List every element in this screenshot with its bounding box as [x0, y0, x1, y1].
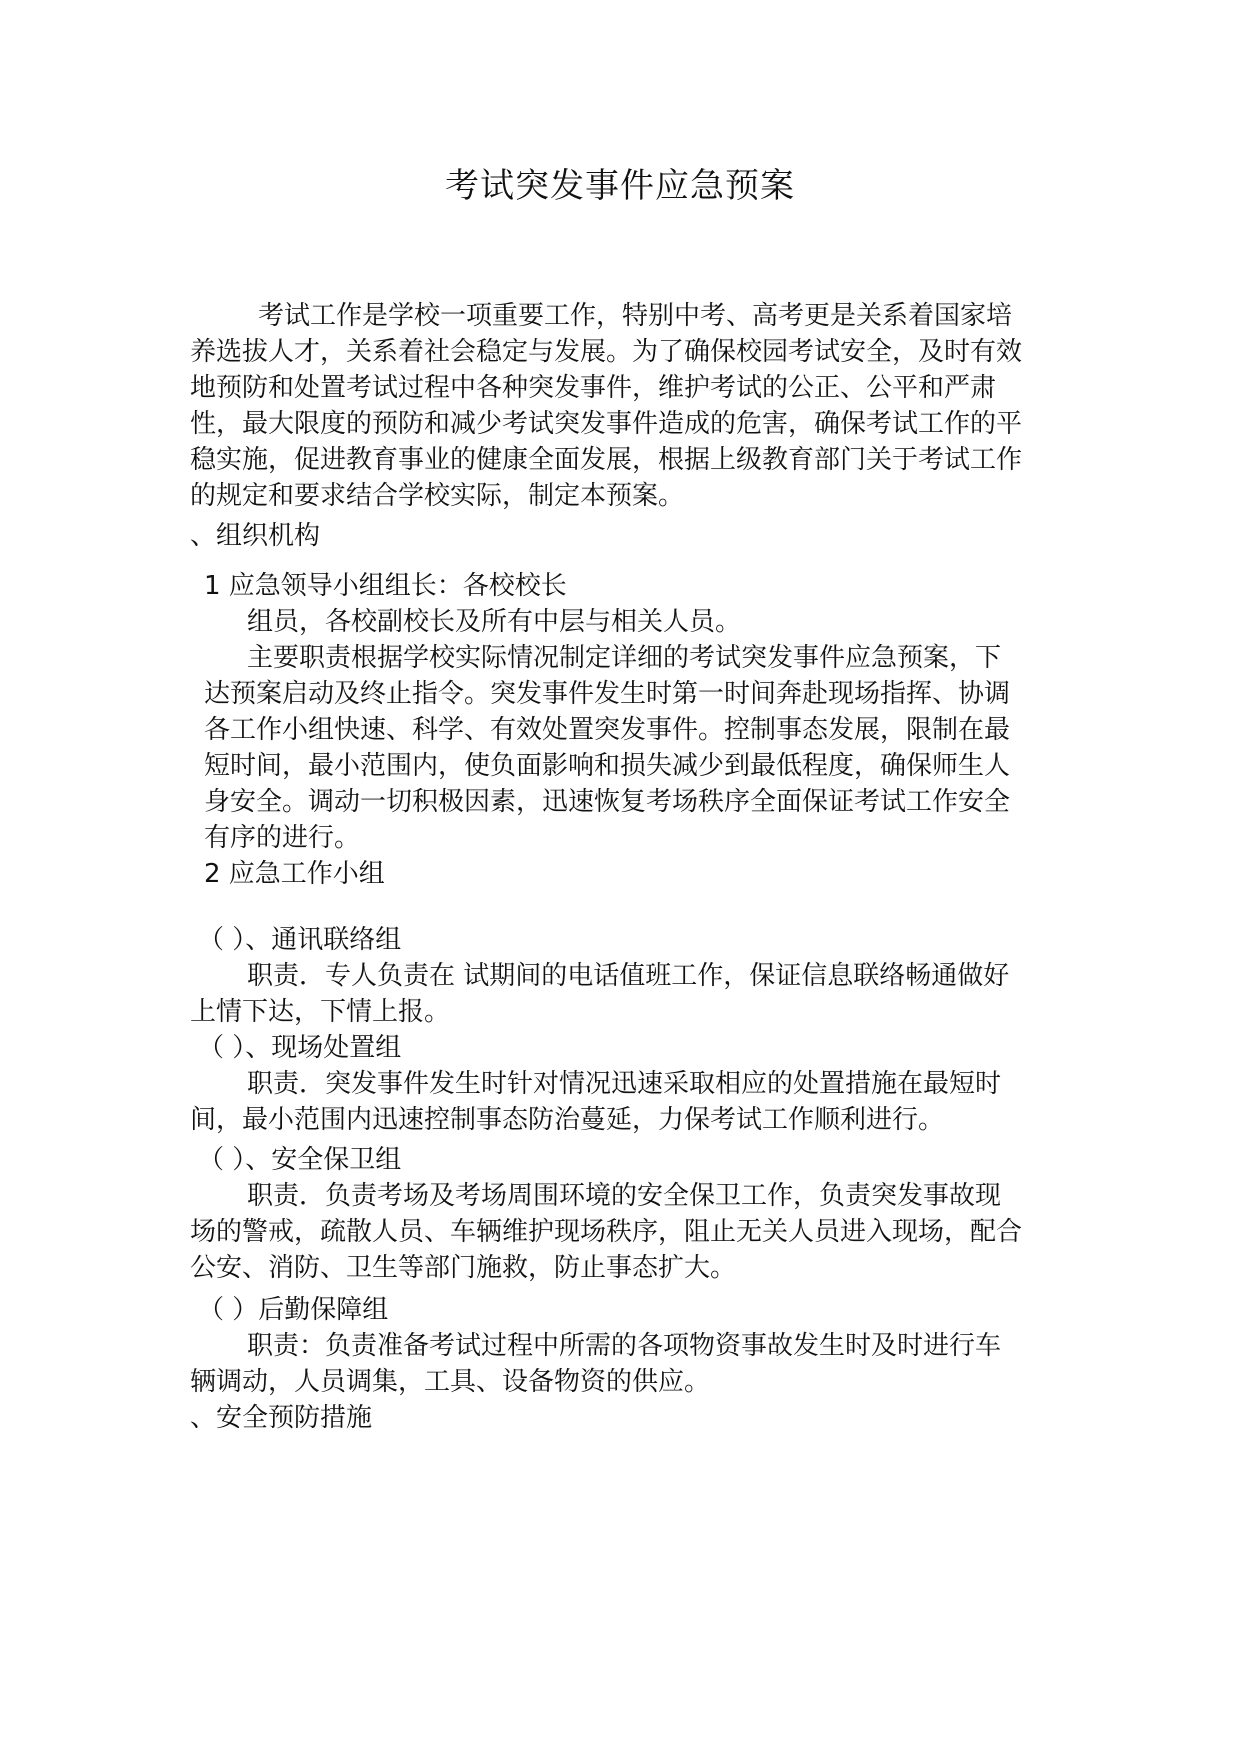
logistics-duty-line-1: 职责：负责准备考试过程中所需的各项物资事故发生时及时进行车: [247, 1331, 1002, 1361]
site-duty-line-1: 职责．突发事件发生时针对情况迅速采取相应的处置措施在最短时: [247, 1069, 1002, 1099]
intro-line-5: 稳实施，促进教育事业的健康全面发展，根据上级教育部门关于考试工作: [190, 445, 1023, 475]
security-duty-line-2: 场的警戒，疏散人员、车辆维护现场秩序，阻止无关人员进入现场，配合: [190, 1217, 1023, 1247]
intro-line-4: 性，最大限度的预防和减少考试突发事件造成的危害，确保考试工作的平: [190, 409, 1023, 439]
group-heading-site: （ ）、现场处置组: [198, 1033, 402, 1063]
communication-duty-line-2: 上情下达，下情上报。: [190, 997, 451, 1027]
security-duty-line-1: 职责．负责考场及考场周围环境的安全保卫工作，负责突发事故现: [247, 1181, 1002, 1211]
intro-line-6: 的规定和要求结合学校实际，制定本预案。: [190, 481, 685, 511]
duties-line-5: 身安全。调动一切积极因素，迅速恢复考场秩序全面保证考试工作安全: [204, 787, 1011, 817]
group-heading-logistics: （ ）后勤保障组: [198, 1295, 389, 1325]
duties-line-1: 主要职责根据学校实际情况制定详细的考试突发事件应急预案，下: [247, 643, 1002, 673]
work-groups-heading: 2 应急工作小组: [204, 859, 385, 889]
security-duty-line-3: 公安、消防、卫生等部门施救，防止事态扩大。: [190, 1253, 737, 1283]
section-heading-safety: 、安全预防措施: [190, 1403, 373, 1433]
group-heading-communication: （ ）、通讯联络组: [198, 925, 402, 955]
duties-line-6: 有序的进行。: [204, 823, 361, 853]
intro-line-1: 考试工作是学校一项重要工作，特别中考、高考更是关系着国家培: [258, 301, 1013, 331]
site-duty-line-2: 间，最小范围内迅速控制事态防治蔓延，力保考试工作顺利进行。: [190, 1105, 945, 1135]
intro-line-3: 地预防和处置考试过程中各种突发事件，维护考试的公正、公平和严肃: [190, 373, 997, 403]
duties-line-3: 各工作小组快速、科学、有效处置突发事件。控制事态发展，限制在最: [204, 715, 1011, 745]
group-heading-security: （ ）、安全保卫组: [198, 1145, 402, 1175]
section-heading-organization: 、组织机构: [190, 521, 321, 551]
duties-line-2: 达预案启动及终止指令。突发事件发生时第一时间奔赴现场指挥、协调: [204, 679, 1011, 709]
document-title: 考试突发事件应急预案: [445, 166, 795, 206]
duties-line-4: 短时间，最小范围内，使负面影响和损失减少到最低程度，确保师生人: [204, 751, 1011, 781]
members-line: 组员，各校副校长及所有中层与相关人员。: [247, 607, 742, 637]
communication-duty-line-1: 职责．专人负责在 试期间的电话值班工作，保证信息联络畅通做好: [247, 961, 1010, 991]
logistics-duty-line-2: 辆调动，人员调集，工具、设备物资的供应。: [190, 1367, 711, 1397]
leader-line: 1 应急领导小组组长：各校校长: [204, 571, 567, 601]
intro-line-2: 养选拔人才，关系着社会稳定与发展。为了确保校园考试安全，及时有效: [190, 337, 1023, 367]
